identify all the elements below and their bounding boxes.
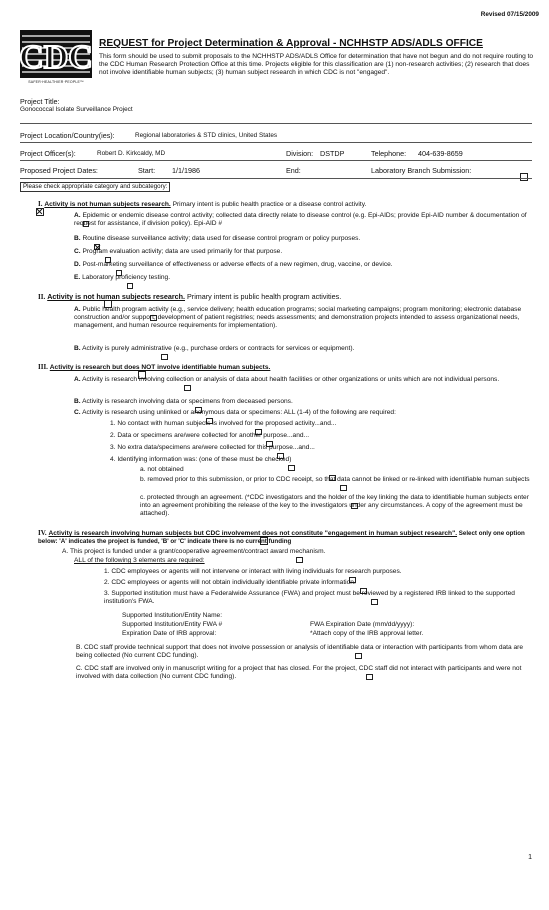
- start-value[interactable]: 1/1/1986: [172, 166, 200, 175]
- revision-date: Revised 07/15/2009: [480, 11, 539, 18]
- section-i-e-checkbox[interactable]: [127, 283, 134, 290]
- section-i-a: A. Epidemic or endemic disease control activity; collected data directly relate to disease control (e.g. Epi-AIDs; provide Epi-AID number & documentation of request for assistance, if division policy). Epi-AID #: [74, 212, 527, 227]
- section-iv-note: Select only one option below: 'A' indicates the project is funded, 'B' or 'C' indicate there is no current funding: [38, 530, 525, 545]
- telephone-label: Telephone:: [371, 149, 407, 158]
- section-iv-req1: 1. CDC employees or agents will not intervene or interact with living individuals for research purposes.: [104, 568, 402, 575]
- section-iii-c2: 2. Data or specimens are/were collected for another purpose...and...: [110, 432, 310, 439]
- logo-text: CDC: [20, 39, 92, 76]
- section-i-checkbox[interactable]: [36, 208, 44, 216]
- divider: [20, 160, 532, 161]
- section-iii-c4a: a. not obtained: [140, 466, 184, 473]
- division-label: Division:: [286, 149, 314, 158]
- section-ii-description: Primary intent is public health program activities.: [185, 292, 342, 301]
- section-iii-b: B. Activity is research involving data or specimens from deceased persons.: [74, 398, 293, 405]
- start-label: Start:: [138, 166, 156, 175]
- section-ii-number: II.: [38, 293, 46, 301]
- section-iii-c4c: c. protected through an agreement. (*CDC investigators and the holder of the key linking the data to identifiable human subjects enter into an agreement prohibiting the release of the key to the investigators under any circumstances. A copy of the agreement must be attached).: [140, 494, 529, 517]
- section-iii-c4b: b. removed prior to this submission, or prior to CDC receipt, so that data cannot be linked or re-linked with identifiable human subjects: [140, 476, 530, 483]
- section-iii-number: III.: [38, 363, 48, 371]
- divider: [20, 178, 532, 179]
- location-value[interactable]: Regional laboratories & STD clinics, United States: [135, 132, 278, 139]
- section-i-d: D. Post-marketing surveillance of effectiveness or adverse effects of a new regimen, drug, vaccine, or device.: [74, 261, 393, 268]
- section-iii-c4b-checkbox[interactable]: [340, 485, 347, 492]
- logo-caption: SAFER·HEALTHIER·PEOPLE™: [28, 80, 84, 84]
- irb-expiration-label: Expiration Date of IRB approval:: [122, 630, 217, 637]
- section-i-c: C. Program evaluation activity; data are used primarily for that purpose.: [74, 248, 283, 255]
- location-label: Project Location/Country(ies):: [20, 131, 115, 140]
- lab-submission-label: Laboratory Branch Submission:: [371, 166, 472, 175]
- section-iv-b: B. CDC staff provide technical support that does not involve possession or analysis of identifiable data or interaction with participants from whom data are being collected (No current CDC funding).: [76, 644, 524, 659]
- section-iii-c1: 1. No contact with human subjects is involved for the proposed activity...and...: [110, 420, 337, 427]
- section-iv-req3: 3. Supported institution must have a Federalwide Assurance (FWA) and project must be reviewed by a registered IRB linked to the supported institution's FWA.: [104, 590, 515, 605]
- fwa-expiration-label: FWA Expiration Date (mm/dd/yyyy):: [310, 621, 415, 628]
- divider: [20, 123, 532, 124]
- project-title-value[interactable]: Gonococcal Isolate Surveillance Project: [20, 106, 133, 113]
- section-ii-a: A. Public health program activity (e.g., service delivery; health education programs; social marketing campaigns; program monitoring; electronic database construction and/or support; development of patient registries; needs assessments; and demonstration projects intended to assess organizational needs, management, and human resource requirements for implementation).: [74, 306, 522, 329]
- institution-fwa-label: Supported Institution/Entity FWA #: [122, 621, 223, 628]
- page-number: 1: [528, 854, 532, 861]
- section-iii-c: C. Activity is research using unlinked or anonymous data or specimens: ALL (1-4) of the following are required:: [74, 409, 396, 416]
- section-i-number: I.: [38, 200, 43, 208]
- section-iii-a-checkbox[interactable]: [184, 385, 191, 392]
- form-intro: This form should be used to submit proposals to the NCHHSTP ADS/ADLS Office for determination that have not begun and do not require routing to the CDC Human Research Protection Office at this time. Projects eligible for this classification are (1) non-research activities; (2) research that does not involve identifiable human subjects; (3) human subject research in which CDC is not "engaged".: [99, 53, 534, 77]
- divider: [20, 142, 532, 143]
- section-ii-b-checkbox[interactable]: [161, 354, 168, 361]
- section-i-b: B. Routine disease surveillance activity; data used for disease control program or policy purposes.: [74, 235, 361, 242]
- dates-label: Proposed Project Dates:: [20, 166, 98, 175]
- section-iv-number: IV.: [38, 529, 47, 537]
- end-label: End:: [286, 166, 301, 175]
- section-iii-heading: Activity is research but does NOT involve identifiable human subjects.: [49, 364, 271, 371]
- lab-submission-checkbox[interactable]: [520, 173, 528, 181]
- section-ii-b: B. Activity is purely administrative (e.g., purchase orders or contracts for services or equipment).: [74, 345, 355, 352]
- project-title-label: Project Title:: [20, 97, 60, 106]
- section-iv-req2: 2. CDC employees or agents will not obtain individually identifiable private information.: [104, 579, 356, 586]
- check-instruction: Please check appropriate category and subcategory:: [20, 182, 170, 192]
- section-iv-c: C. CDC staff are involved only in manuscript writing for a project that has closed. For the project, CDC staff did not interact with participants and were not involved with data collection (No current CDC funding).: [76, 665, 522, 680]
- section-iv-heading: Activity is research involving human subjects but CDC involvement does not constitute "engagement in human subject research".: [48, 530, 458, 537]
- institution-name-label: Supported Institution/Entity Name:: [122, 612, 223, 619]
- section-iii-a: A. Activity is research involving collection or analysis of data about health facilities or other organizations or units which are not individual persons.: [74, 376, 500, 383]
- section-ii-heading: Activity is not human subjects research.: [47, 292, 186, 301]
- officer-label: Project Officer(s):: [20, 149, 76, 158]
- cdc-logo: [20, 30, 92, 78]
- officer-value[interactable]: Robert D. Kirkcaldy, MD: [97, 150, 166, 157]
- section-iii-c4: 4. Identifying information was: (one of these must be checked): [110, 456, 292, 463]
- section-iii-c3: 3. No extra data/specimens are/were collected for this purpose...and...: [110, 444, 315, 451]
- section-i-heading: Activity is not human subjects research.: [44, 201, 171, 208]
- section-i-e: E. Laboratory proficiency testing.: [74, 274, 171, 281]
- section-i-description: Primary intent is public health practice or a disease control activity.: [170, 201, 367, 208]
- telephone-value[interactable]: 404-639-8659: [418, 149, 463, 158]
- irb-attach-note: *Attach copy of the IRB approval letter.: [310, 630, 424, 637]
- form-title: REQUEST for Project Determination & Approval - NCHHSTP ADS/ADLS OFFICE: [99, 38, 483, 49]
- division-value[interactable]: DSTDP: [320, 149, 345, 158]
- section-iv-a: A. This project is funded under a grant/cooperative agreement/contract award mechanism.: [62, 548, 326, 555]
- section-iv-required-label: ALL of the following 3 elements are required:: [74, 557, 205, 564]
